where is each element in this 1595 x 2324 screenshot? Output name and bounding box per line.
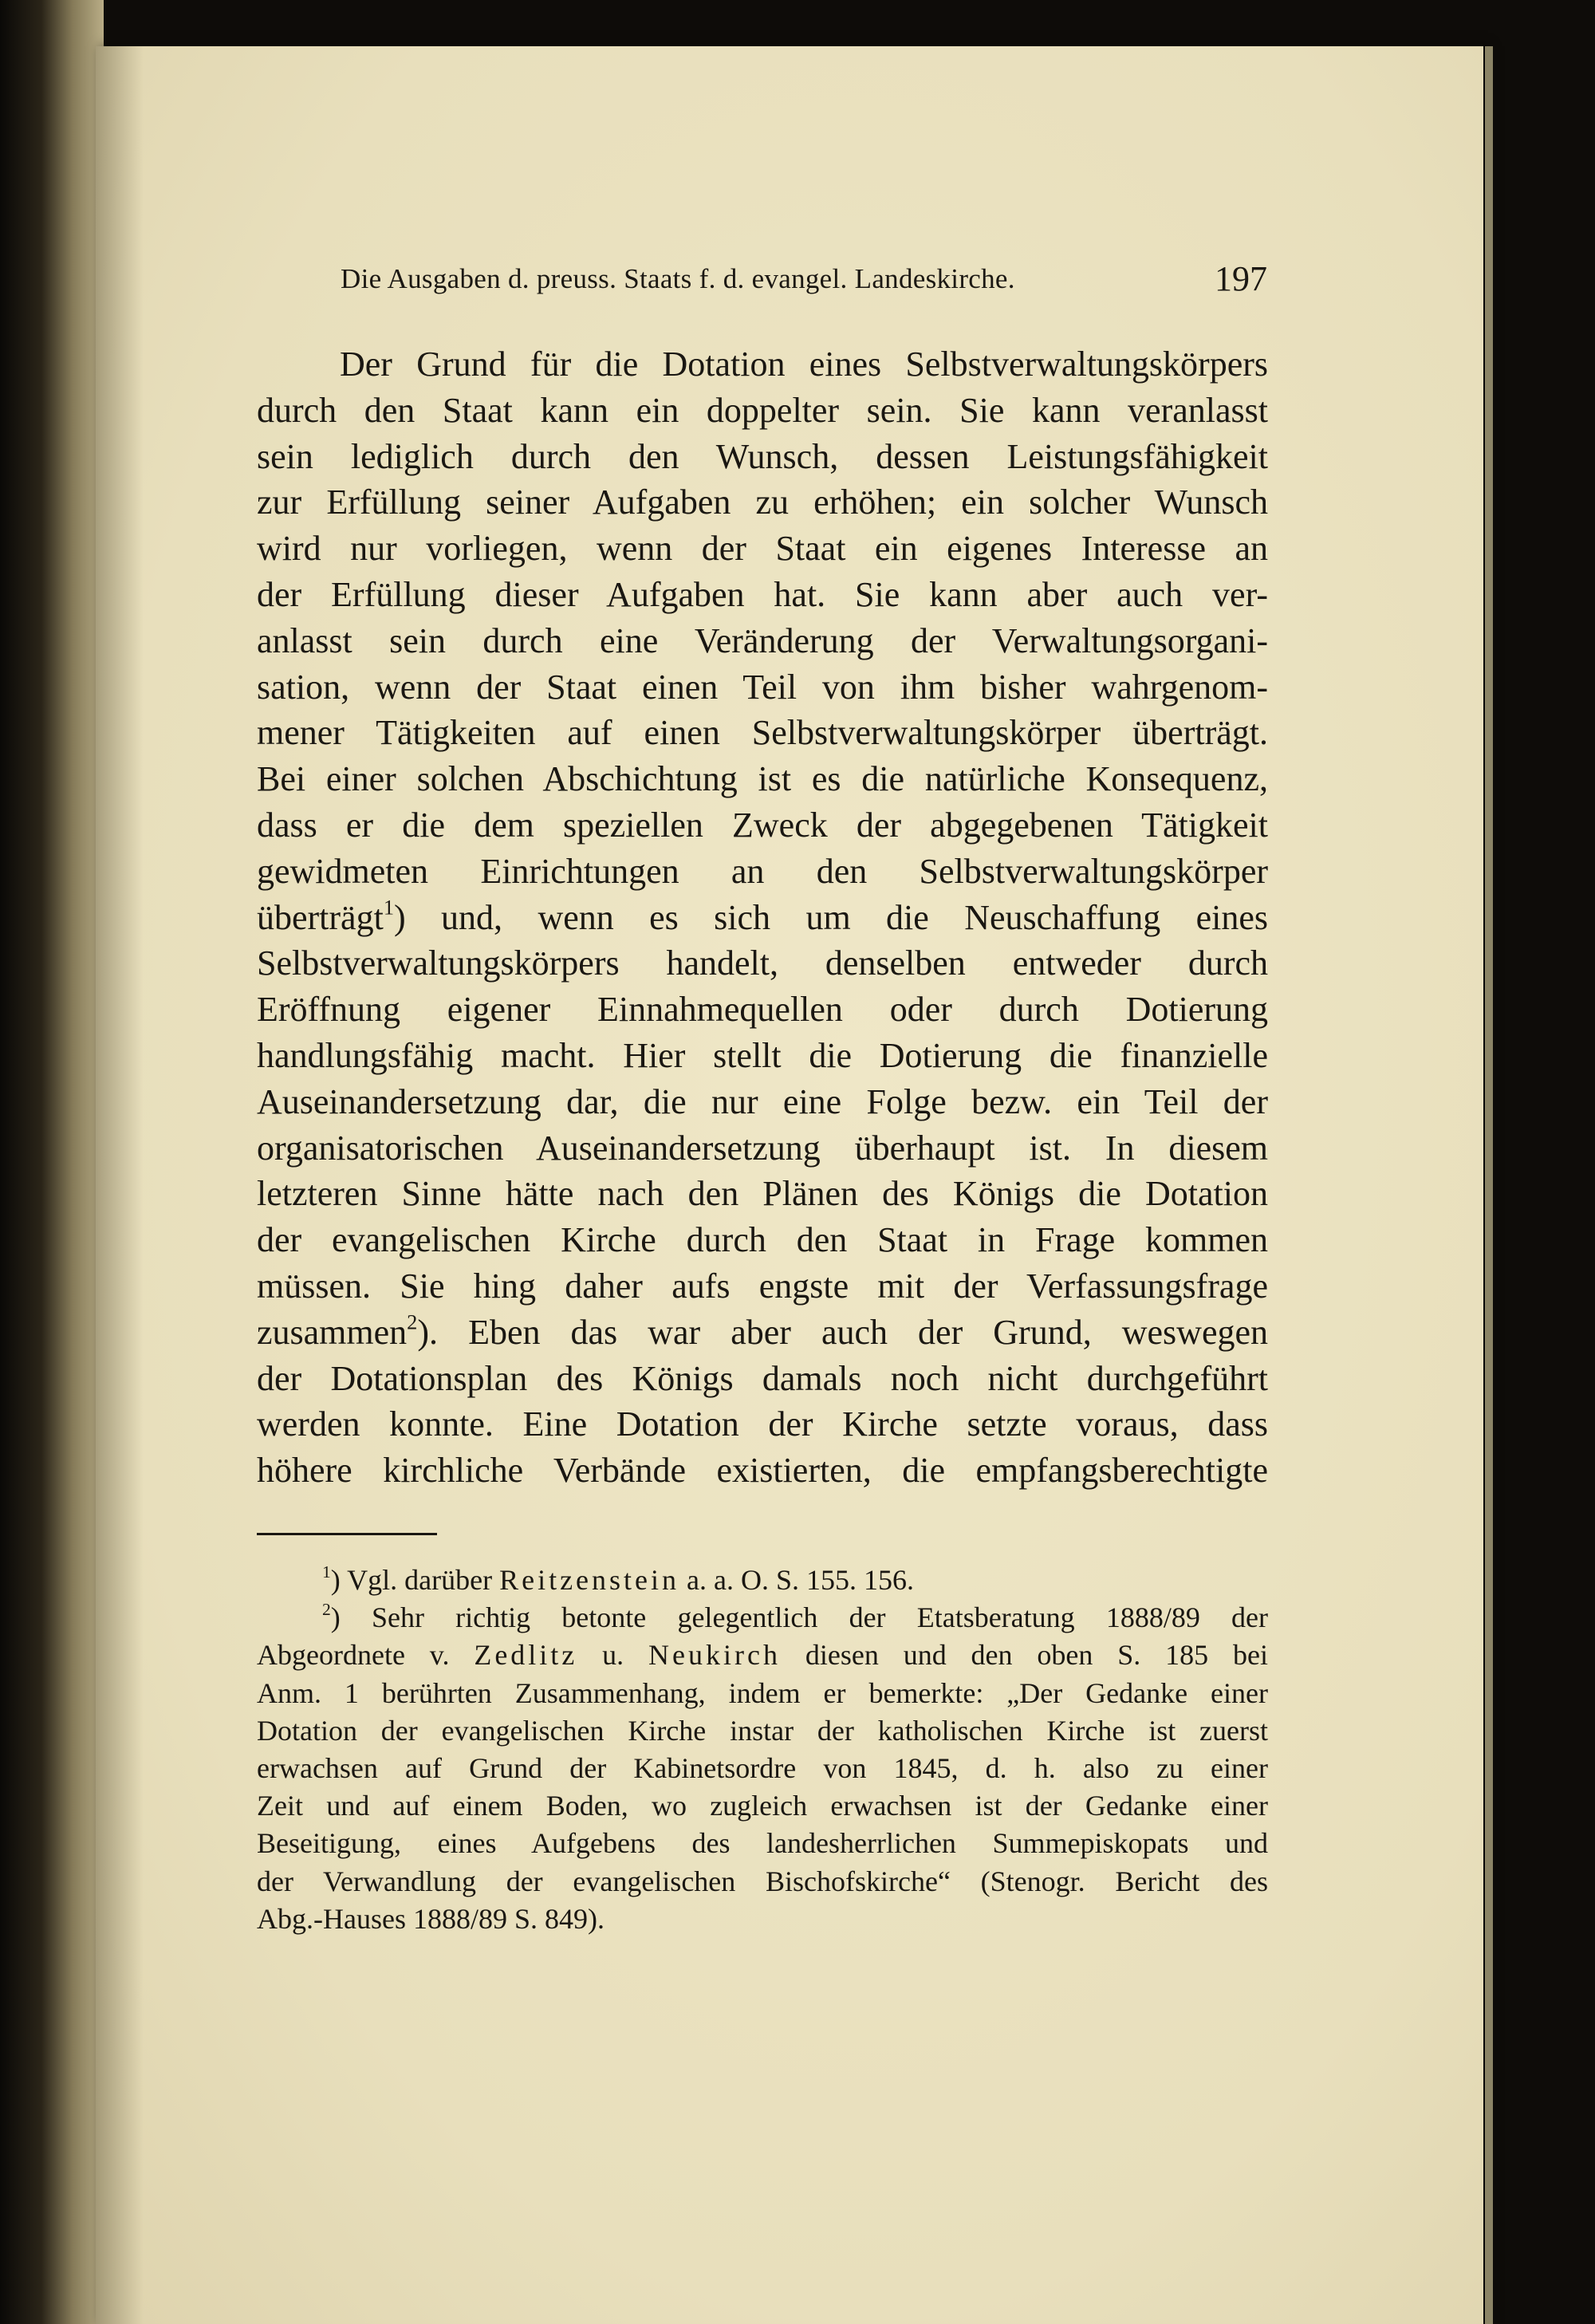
footnote-author: Reitzenstein xyxy=(499,1564,680,1596)
footnote-text: a. a. O. S. 155. 156. xyxy=(679,1564,915,1596)
body-line: werden konnte. Eine Dotation der Kirche setzte voraus, dass xyxy=(257,1404,1268,1444)
footnote-text: diesen und den oben S. 185 bei xyxy=(780,1639,1268,1672)
body-line: anlasst sein durch eine Veränderung der Verwaltungsorgani- xyxy=(257,620,1268,660)
body-line: Der Grund für die Dotation eines Selbstverwaltungskörpers xyxy=(340,345,1268,384)
footnote-marker: 2 xyxy=(322,1600,331,1620)
footnote-2-line: der Verwandlung der evangelischen Bischofskirche“ (Stenogr. Bericht des xyxy=(257,1865,1268,1897)
body-line: letzteren Sinne hätte nach den Plänen des Königs die Dotation xyxy=(257,1174,1268,1214)
footnote-author: Zedlitz xyxy=(474,1639,578,1672)
gutter-shadow xyxy=(96,46,144,2324)
footnote-author: Neukirch xyxy=(648,1639,781,1672)
body-line: Selbstverwaltungskörpers handelt, denselben entweder durch xyxy=(257,943,1268,983)
body-line: Bei einer solchen Abschichtung ist es die natürliche Konsequenz, xyxy=(257,759,1268,799)
page-number: 197 xyxy=(1215,259,1267,298)
body-line: der Erfüllung dieser Aufgaben hat. Sie kann aber auch ver- xyxy=(257,574,1268,614)
footnote-1 xyxy=(257,1562,1268,1599)
footnote-2-line: Anm. 1 berührten Zusammenhang, indem er bemerkte: „Der Gedanke einer xyxy=(257,1676,1268,1709)
body-line: sein lediglich durch den Wunsch, dessen Leistungsfähigkeit xyxy=(257,436,1268,476)
footnote-text: ) Sehr richtig betonte gelegentlich der Etatsberatung 1888/89 der xyxy=(330,1601,1268,1634)
running-head-title: Die Ausgaben d. preuss. Staats f. d. evangel. Landeskirche. xyxy=(341,263,1015,294)
footnote-2-line: erwachsen auf Grund der Kabinetsordre von 1845, d. h. also zu einer xyxy=(257,1751,1268,1784)
footnote-2-line xyxy=(257,1599,1268,1637)
footnote-2-line: Zeit und auf einem Boden, wo zugleich erwachsen ist der Gedanke einer xyxy=(257,1790,1268,1822)
footnote-text: u. xyxy=(577,1639,649,1672)
body-line: gewidmeten Einrichtungen an den Selbstverwaltungskörper xyxy=(257,851,1268,891)
page-right-edge xyxy=(1485,46,1493,2324)
footnote-2-line: Beseitigung, eines Aufgebens des landesherrlichen Summepiskopats und xyxy=(257,1827,1268,1860)
footnote-marker: 1 xyxy=(322,1562,331,1582)
body-line-end: ) und, wenn es sich um die Neuschaffung eines xyxy=(394,897,1268,937)
body-line-with-footnote-ref xyxy=(257,895,1268,941)
footnote-2-line: Dotation der evangelischen Kirche instar der katholischen Kirche ist zuerst xyxy=(257,1714,1268,1747)
footnote-2-line: Abg.-Hauses 1888/89 S. 849). xyxy=(257,1902,605,1935)
running-head xyxy=(341,254,1267,309)
body-line: wird nur vorliegen, wenn der Staat ein eigenes Interesse an xyxy=(257,529,1268,569)
body-line: durch den Staat kann ein doppelter sein. Sie kann veranlasst xyxy=(257,390,1268,430)
footnote-ref-1: 1 xyxy=(383,895,395,920)
footnote-ref-2: 2 xyxy=(407,1310,418,1334)
body-line: sation, wenn der Staat einen Teil von ihm bisher wahrgenom- xyxy=(257,667,1268,707)
footnote-separator xyxy=(257,1533,437,1535)
footnote-text: Abgeordnete v. xyxy=(257,1639,475,1672)
body-line: der Dotationsplan des Königs damals noch nicht durchgeführt xyxy=(257,1358,1268,1398)
body-text xyxy=(257,341,1268,1494)
book-binding-edge xyxy=(0,0,104,2324)
body-line: handlungsfähig macht. Hier stellt die Dotierung die finanzielle xyxy=(257,1035,1268,1075)
body-line: höhere kirchliche Verbände existierten, die empfangsberechtigte xyxy=(257,1451,1268,1491)
footnote-text: ) Vgl. darüber xyxy=(330,1564,500,1596)
footnotes xyxy=(257,1562,1268,1938)
body-line: dass er die dem speziellen Zweck der abgegebenen Tätigkeit xyxy=(257,805,1268,845)
body-line: der evangelischen Kirche durch den Staat in Frage kommen xyxy=(257,1220,1268,1260)
body-line: Eröffnung eigener Einnahmequellen oder durch Dotierung xyxy=(257,990,1268,1030)
body-line: organisatorischen Auseinandersetzung überhaupt ist. In diesem xyxy=(257,1128,1268,1168)
body-line-with-footnote-ref xyxy=(257,1310,1268,1356)
body-line: zur Erfüllung seiner Aufgaben zu erhöhen; ein solcher Wunsch xyxy=(257,483,1268,522)
body-line-start: überträgt xyxy=(257,897,384,937)
footnote-2-line xyxy=(257,1637,1268,1674)
body-line: müssen. Sie hing daher aufs engste mit der Verfassungsfrage xyxy=(257,1266,1268,1306)
body-line: Auseinandersetzung dar, die nur eine Folge bezw. ein Teil der xyxy=(257,1081,1268,1121)
body-line-start: zusammen xyxy=(257,1312,408,1352)
body-line-end: ). Eben das war aber auch der Grund, weswegen xyxy=(417,1312,1268,1352)
body-line: mener Tätigkeiten auf einen Selbstverwaltungskörper überträgt. xyxy=(257,713,1268,753)
